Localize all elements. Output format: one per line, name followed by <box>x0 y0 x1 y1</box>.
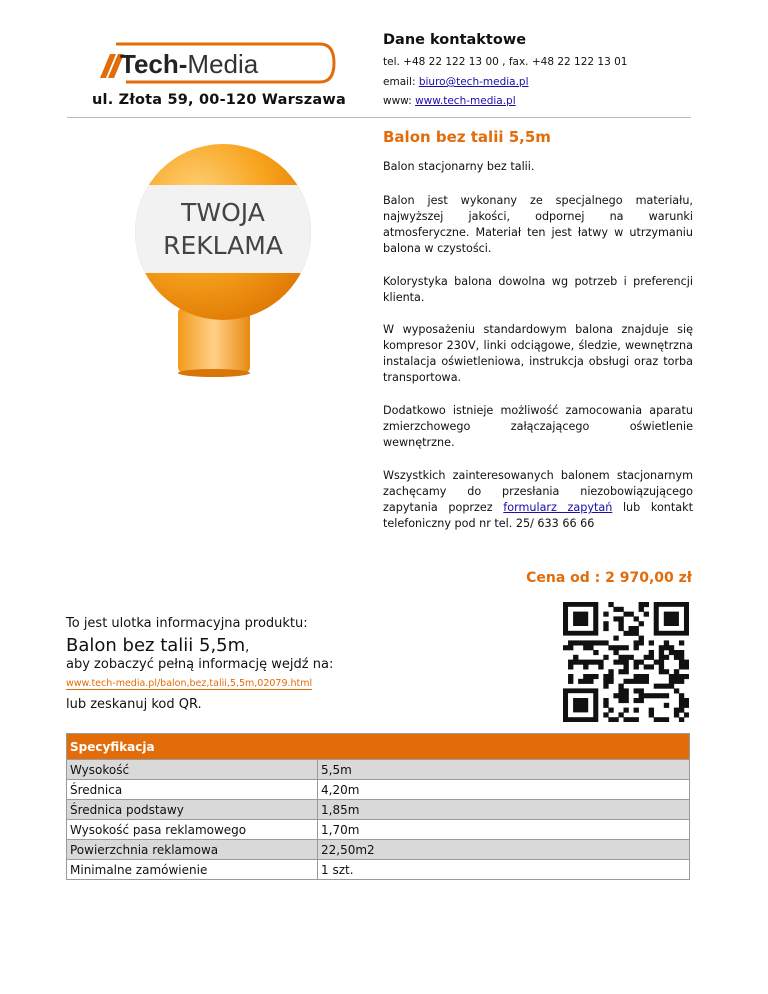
table-row <box>67 820 690 840</box>
desc-paragraph-6-end: lub kontakt telefoniczny pod nr tel. 25/ 633 66 66 <box>383 501 693 530</box>
spec-label: Wysokość <box>67 760 318 780</box>
balloon-text-line1: TWOJA <box>181 198 265 227</box>
desc-paragraph-2: Balon jest wykonany ze specjalnego materiału, najwyższej jakości, odpornej na warunki atmosferyczne. Materiał ten jest łatwy w utrzymaniu balona w czystości. <box>383 194 693 255</box>
flyer-visit-text: aby zobaczyć pełną informację wejdź na: <box>66 657 334 672</box>
flyer-intro: To jest ulotka informacyjna produktu: <box>66 616 308 631</box>
flyer-scan-text: lub zeskanuj kod QR. <box>66 697 202 712</box>
company-address: ul. Złota 59, 00-120 Warszawa <box>92 92 346 108</box>
logo-suffix: Media <box>187 49 259 79</box>
logo-prefix: Tech- <box>120 49 188 79</box>
flyer-product-name <box>66 635 249 656</box>
email-line <box>383 76 529 88</box>
svg-text:Tech-Media <box>120 49 259 79</box>
spec-table-title: Specyfikacja <box>67 734 690 760</box>
table-row <box>67 860 690 880</box>
balloon-text-line2: REKLAMA <box>163 231 283 260</box>
table-row <box>67 840 690 860</box>
spec-value: 1,70m <box>318 820 690 840</box>
header-divider <box>67 117 691 118</box>
flyer-product-name-suffix: , <box>245 640 250 655</box>
www-label: www: <box>383 95 412 107</box>
spec-table-header-row <box>67 734 690 760</box>
contact-title: Dane kontaktowe <box>383 32 527 48</box>
spec-value: 4,20m <box>318 780 690 800</box>
table-row <box>67 780 690 800</box>
spec-value: 1 szt. <box>318 860 690 880</box>
spec-value: 1,85m <box>318 800 690 820</box>
table-row <box>67 800 690 820</box>
product-title: Balon bez talii 5,5m <box>383 128 551 146</box>
desc-paragraph-1: Balon stacjonarny bez talii. <box>383 160 535 173</box>
flyer-product-name-text: Balon bez talii 5,5m <box>66 635 246 656</box>
desc-paragraph-3: Kolorystyka balona dowolna wg potrzeb i preferencji klienta. <box>383 275 693 304</box>
spec-label: Minimalne zamówienie <box>67 860 318 880</box>
desc-paragraph-6-start: Wszystkich zainteresowanych balonem stacjonarnym zachęcamy do przesłania niezobowiązującego zapytania poprzez <box>383 469 693 514</box>
desc-paragraph-4: W wyposażeniu standardowym balona znajduje się kompresor 230V, linki odciągowe, śledzie, wewnętrzna instalacja oświetleniowa, instrukcja obsługi oraz torba transportowa. <box>383 323 693 384</box>
qr-code[interactable] <box>563 602 689 722</box>
product-url-link[interactable]: www.tech-media.pl/balon,bez,talii,5,5m,02079.html <box>66 678 313 689</box>
price: Cena od : 2 970,00 zł <box>526 570 692 586</box>
spec-value: 5,5m <box>318 760 690 780</box>
email-label: email: <box>383 76 416 88</box>
spec-label: Średnica podstawy <box>67 800 318 820</box>
desc-paragraph-5: Dodatkowo istnieje możliwość zamocowania aparatu zmierzchowego załączającego oświetlenie wewnętrzne. <box>383 404 693 449</box>
spec-value: 22,50m2 <box>318 840 690 860</box>
table-row <box>67 760 690 780</box>
spec-label: Powierzchnia reklamowa <box>67 840 318 860</box>
tech-media-logo <box>96 40 336 86</box>
inquiry-form-link[interactable]: formularz zapytań <box>503 501 613 514</box>
www-line <box>383 95 516 107</box>
spec-label: Średnica <box>67 780 318 800</box>
spec-label: Wysokość pasa reklamowego <box>67 820 318 840</box>
phone-fax-line: tel. +48 22 122 13 00 , fax. +48 22 122 13 01 <box>383 56 628 68</box>
spec-table <box>66 733 690 880</box>
www-link[interactable]: www.tech-media.pl <box>415 95 516 107</box>
email-link[interactable]: biuro@tech-media.pl <box>418 76 529 88</box>
balloon-image <box>128 137 318 377</box>
desc-paragraph-6 <box>383 468 693 532</box>
